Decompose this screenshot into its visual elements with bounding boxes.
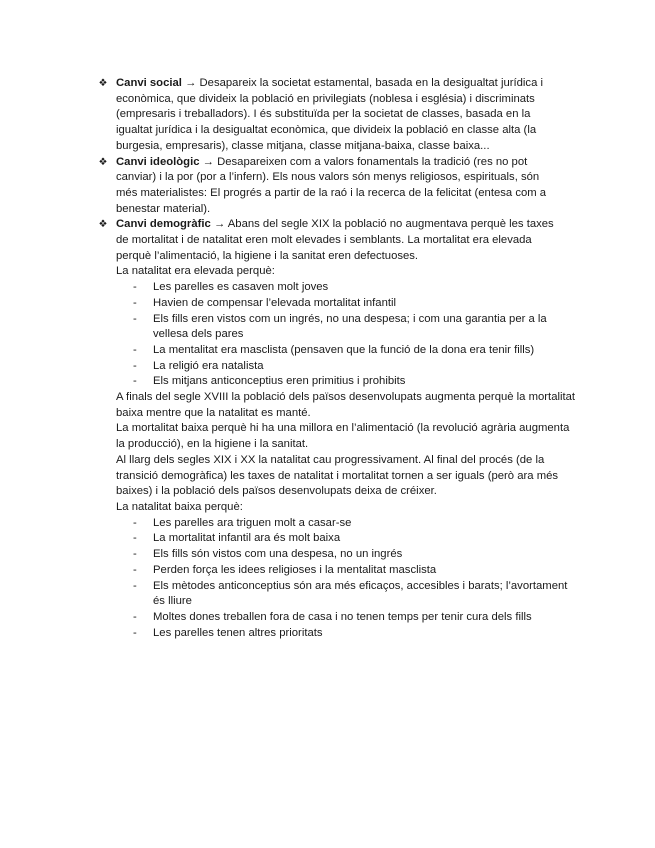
list-item: [0, 563, 578, 579]
list-item-text: La mentalitat era masclista (pensaven que la funció de la dona era tenir fills): [153, 343, 535, 356]
section-demographic-change: [0, 217, 562, 264]
diamond-bullet-icon: ❖: [98, 219, 108, 231]
list-item-text: La religió era natalista: [153, 359, 264, 372]
list-item: [0, 626, 578, 642]
list-item-text: Moltes dones treballen fora de casa i no tenen temps per tenir cura dels fills: [153, 610, 532, 623]
arrow-icon: →: [202, 155, 214, 168]
list-item: [0, 280, 578, 296]
list-item-text: Les parelles es casaven molt joves: [153, 281, 329, 294]
dash-bullet-icon: -: [133, 563, 137, 576]
paragraph-mortality-drop: La mortalitat baixa perquè hi ha una millora en l’alimentació (la revolució agrària augmenta la producció), en la higiene i la sanitat.: [116, 422, 570, 451]
list-item: [0, 343, 578, 359]
dash-bullet-icon: -: [133, 548, 137, 561]
dash-bullet-icon: -: [133, 579, 137, 592]
section-social-change: [0, 76, 562, 155]
section-term: Canvi demogràfic: [116, 218, 211, 231]
dash-bullet-icon: -: [133, 312, 137, 325]
section-ideological-change: [0, 155, 562, 218]
list-item: [0, 312, 578, 343]
list-item-text: La mortalitat infantil ara és molt baixa: [153, 532, 341, 545]
arrow-icon: →: [185, 77, 197, 89]
dash-bullet-icon: -: [133, 610, 137, 623]
list-item-text: Les parelles ara triguen molt a casar-se: [153, 516, 352, 529]
diamond-bullet-icon: ❖: [98, 78, 108, 89]
dash-bullet-icon: -: [133, 532, 137, 545]
list-item: [0, 531, 578, 547]
low-birth-reasons-list: [0, 516, 655, 642]
list-item-text: Perden força les idees religioses i la mentalitat masclista: [153, 563, 437, 576]
dash-bullet-icon: -: [133, 626, 137, 639]
list-item-text: Els fills eren vistos com un ingrés, no una despesa; i com una garantia per a la vellesa dels pares: [153, 312, 547, 341]
high-birth-reasons-list: [0, 280, 655, 390]
low-birth-intro: La natalitat baixa perquè:: [116, 500, 243, 513]
section-text: Desapareixen com a valors fonamentals la tradició (res no pot canviar) i la por (por a l’infern). Els nous valors són menys religiosos, espirituals, són més materialistes: El progrés a partir de la raó i la recerca de la felicitat (entesa com a benestar material).: [116, 155, 547, 215]
list-item-text: Els mètodes anticonceptius són ara més eficaços, accesibles i barats; l’avortament és lliure: [153, 579, 568, 608]
diamond-bullet-icon: ❖: [98, 156, 108, 168]
high-birth-intro: La natalitat era elevada perquè:: [116, 265, 275, 278]
paragraph-xix-xx-centuries: Al llarg dels segles XIX i XX la natalitat cau progressivament. Al final del procés (de la transició demogràfica) les taxes de natalitat i mortalitat tornen a ser iguals (però ara més baixes) i la població dels països desenvolupats deixa de créixer.: [116, 453, 559, 498]
section-text: Abans del segle XIX la població no augmentava perquè les taxes de mortalitat i de natalitat eren molt elevades i semblants. La mortalitat era elevada perquè l’alimentació, la higiene i la sanitat eren defectuoses.: [116, 218, 554, 262]
list-item: [0, 296, 578, 312]
section-term: Canvi social: [116, 77, 182, 89]
list-item-text: Els mitjans anticonceptius eren primitius i prohibits: [153, 375, 406, 388]
dash-bullet-icon: -: [133, 281, 137, 294]
list-item-text: Havien de compensar l’elevada mortalitat infantil: [153, 296, 397, 309]
list-item-text: Els fills són vistos com una despesa, no un ingrés: [153, 548, 403, 561]
section-term: Canvi ideològic: [116, 155, 200, 168]
section-text: Desapareix la societat estamental, basada en la desigualtat jurídica i econòmica, que divideix la població en privilegiats (noblesa i església) i discriminats (empresaris i treballadors). I és substituïda per la societat de classes, basada en la igualtat jurídica i la desigualtat econòmica, que divideix la població en classe alta (la burgesia, empresaris), classe mitjana, classe mitjana-baixa, classe baixa...: [116, 77, 544, 152]
document-page: [0, 76, 655, 641]
list-item: [0, 579, 578, 610]
dash-bullet-icon: -: [133, 343, 137, 356]
paragraph-xviii-century: A finals del segle XVIII la població dels països desenvolupats augmenta perquè la mortalitat baixa mentre que la natalitat es manté.: [116, 391, 576, 419]
list-item: [0, 359, 578, 375]
list-item: [0, 374, 578, 390]
list-item: [0, 547, 578, 563]
list-item: [0, 610, 578, 626]
list-item-text: Les parelles tenen altres prioritats: [153, 626, 323, 639]
dash-bullet-icon: -: [133, 516, 137, 529]
dash-bullet-icon: -: [133, 296, 137, 309]
dash-bullet-icon: -: [133, 359, 137, 372]
list-item: [0, 516, 578, 532]
arrow-icon: →: [213, 218, 226, 231]
dash-bullet-icon: -: [133, 375, 137, 388]
